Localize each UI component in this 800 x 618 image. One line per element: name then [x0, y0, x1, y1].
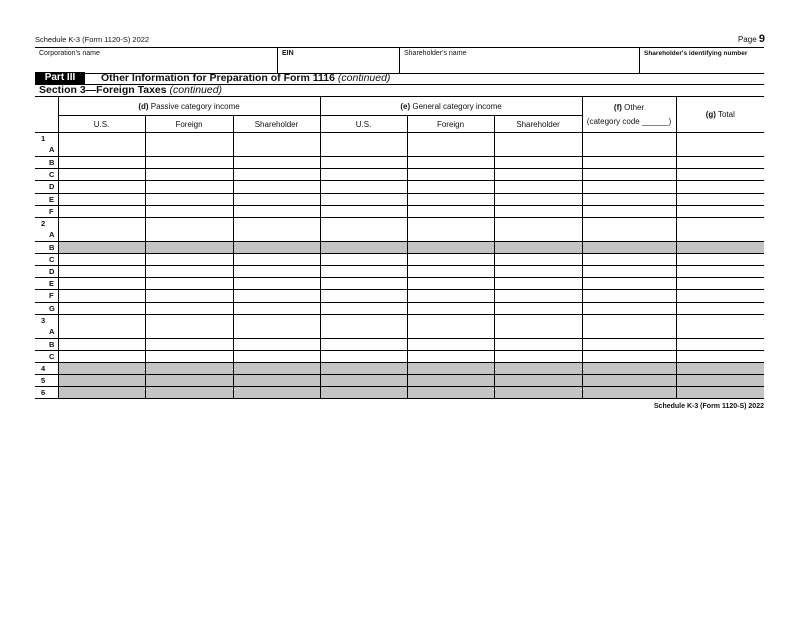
amount-cell[interactable]: [676, 205, 764, 217]
amount-cell[interactable]: [676, 193, 764, 205]
amount-cell: [233, 363, 320, 375]
line-label: [35, 302, 58, 314]
amount-cell: [233, 387, 320, 399]
amount-cell: [494, 363, 582, 375]
line-number: 3: [41, 315, 46, 325]
amount-cell[interactable]: [58, 351, 145, 363]
line-sub: C: [49, 352, 55, 362]
amount-cell[interactable]: [320, 133, 407, 157]
amount-cell[interactable]: [145, 133, 233, 157]
line-number: 1: [41, 134, 46, 143]
amount-cell[interactable]: [58, 278, 145, 290]
amount-cell[interactable]: [582, 205, 676, 217]
amount-cell[interactable]: [145, 302, 233, 314]
line-label: [35, 169, 58, 181]
table-row: [35, 290, 764, 302]
line-label: [35, 254, 58, 266]
table-row: [35, 133, 764, 157]
part-label: Part III: [35, 72, 85, 84]
amount-cell[interactable]: [233, 217, 320, 241]
page-label: Page: [737, 35, 757, 44]
subcol-header: Foreign: [145, 116, 233, 133]
amount-cell[interactable]: [145, 314, 233, 338]
amount-cell[interactable]: [407, 338, 494, 350]
amount-cell: [676, 242, 764, 254]
amount-cell: [320, 242, 407, 254]
table-row: [35, 157, 764, 169]
amount-cell[interactable]: [407, 157, 494, 169]
amount-cell[interactable]: [145, 266, 233, 278]
line-sub: A: [49, 145, 55, 154]
amount-cell: [676, 375, 764, 387]
line-sub: G: [49, 303, 55, 313]
amount-cell[interactable]: [320, 193, 407, 205]
amount-cell: [145, 363, 233, 375]
table-row: [35, 351, 764, 363]
amount-cell[interactable]: [145, 254, 233, 266]
amount-cell[interactable]: [58, 314, 145, 338]
col-g-header: (g) Total: [676, 97, 764, 133]
subcol-header: U.S.: [320, 116, 407, 133]
amount-cell[interactable]: [145, 278, 233, 290]
amount-cell[interactable]: [145, 290, 233, 302]
line-number: 4: [41, 364, 46, 374]
amount-cell[interactable]: [582, 181, 676, 193]
line-sub: C: [49, 255, 55, 265]
amount-cell[interactable]: [407, 205, 494, 217]
table-row: [35, 314, 764, 338]
amount-cell: [233, 375, 320, 387]
amount-cell[interactable]: [320, 217, 407, 241]
line-label: [35, 181, 58, 193]
amount-cell[interactable]: [320, 169, 407, 181]
line-sub: A: [49, 229, 55, 239]
line-sub: C: [49, 170, 55, 180]
amount-cell[interactable]: [676, 254, 764, 266]
amount-cell[interactable]: [582, 193, 676, 205]
amount-cell[interactable]: [494, 351, 582, 363]
shareholder-name-field[interactable]: Shareholder's name: [400, 48, 640, 73]
amount-cell[interactable]: [407, 169, 494, 181]
amount-cell[interactable]: [582, 278, 676, 290]
subcol-header: Shareholder: [494, 116, 582, 133]
amount-cell[interactable]: [320, 266, 407, 278]
amount-cell: [145, 387, 233, 399]
amount-cell: [58, 375, 145, 387]
table-row: [35, 254, 764, 266]
amount-cell[interactable]: [407, 254, 494, 266]
line-header: [35, 97, 58, 133]
amount-cell[interactable]: [676, 290, 764, 302]
amount-cell[interactable]: [582, 217, 676, 241]
amount-cell: [233, 242, 320, 254]
amount-cell[interactable]: [494, 157, 582, 169]
subcol-header: Foreign: [407, 116, 494, 133]
amount-cell[interactable]: [494, 314, 582, 338]
amount-cell: [320, 375, 407, 387]
line-sub: D: [49, 182, 55, 192]
line-sub: B: [49, 339, 55, 349]
table-row: [35, 375, 764, 387]
amount-cell[interactable]: [233, 169, 320, 181]
amount-cell[interactable]: [494, 193, 582, 205]
amount-cell[interactable]: [676, 314, 764, 338]
amount-cell[interactable]: [582, 169, 676, 181]
amount-cell[interactable]: [233, 181, 320, 193]
amount-cell: [582, 387, 676, 399]
subcol-header: U.S.: [58, 116, 145, 133]
amount-cell: [58, 242, 145, 254]
line-sub: F: [49, 206, 54, 216]
amount-cell[interactable]: [320, 205, 407, 217]
line-label: [35, 242, 58, 254]
table-row: [35, 193, 764, 205]
amount-cell[interactable]: [233, 254, 320, 266]
amount-cell: [407, 363, 494, 375]
amount-cell[interactable]: [58, 217, 145, 241]
amount-cell: [407, 387, 494, 399]
amount-cell[interactable]: [233, 290, 320, 302]
corporation-name-field[interactable]: Corporation's name: [35, 48, 278, 73]
line-label: [35, 266, 58, 278]
page-number: [738, 33, 765, 45]
amount-cell[interactable]: [233, 133, 320, 157]
amount-cell[interactable]: [320, 351, 407, 363]
ein-field[interactable]: EIN: [278, 48, 400, 73]
foreign-taxes-table: [35, 96, 764, 399]
line-sub: E: [49, 194, 55, 204]
amount-cell[interactable]: [494, 133, 582, 157]
amount-cell[interactable]: [582, 351, 676, 363]
footer: Schedule K-3 (Form 1120-S) 2022: [653, 403, 764, 410]
line-label: [35, 217, 58, 241]
table-row: [35, 217, 764, 241]
amount-cell[interactable]: [407, 302, 494, 314]
line-sub: E: [49, 279, 55, 289]
amount-cell[interactable]: [582, 338, 676, 350]
amount-cell[interactable]: [233, 157, 320, 169]
subcol-header: Shareholder: [233, 116, 320, 133]
amount-cell[interactable]: [407, 181, 494, 193]
table-row: [35, 266, 764, 278]
amount-cell[interactable]: [145, 205, 233, 217]
part-title: Other Information for Preparation of Form 1116 (continued): [101, 72, 391, 84]
table-row: [35, 242, 764, 254]
amount-cell: [494, 387, 582, 399]
amount-cell: [407, 375, 494, 387]
amount-cell[interactable]: [582, 290, 676, 302]
amount-cell[interactable]: [676, 181, 764, 193]
amount-cell: [58, 387, 145, 399]
amount-cell[interactable]: [494, 181, 582, 193]
amount-cell[interactable]: [676, 266, 764, 278]
amount-cell[interactable]: [494, 338, 582, 350]
col-f-header: (f) Other (category code ______): [582, 97, 676, 133]
amount-cell[interactable]: [145, 157, 233, 169]
line-label: [35, 351, 58, 363]
amount-cell: [58, 363, 145, 375]
line-sub: B: [49, 158, 55, 168]
amount-cell[interactable]: [145, 193, 233, 205]
line-label: [35, 314, 58, 338]
amount-cell[interactable]: [407, 133, 494, 157]
table-row: [35, 387, 764, 399]
amount-cell[interactable]: [320, 290, 407, 302]
amount-cell[interactable]: [494, 254, 582, 266]
line-label: [35, 157, 58, 169]
amount-cell: [320, 387, 407, 399]
section-title: Section 3—Foreign Taxes (continued): [39, 84, 223, 96]
line-label: [35, 387, 58, 399]
amount-cell[interactable]: [58, 338, 145, 350]
amount-cell: [494, 375, 582, 387]
amount-cell: [494, 242, 582, 254]
amount-cell[interactable]: [582, 266, 676, 278]
table-row: [35, 278, 764, 290]
amount-cell[interactable]: [233, 205, 320, 217]
amount-cell[interactable]: [58, 157, 145, 169]
amount-cell[interactable]: [58, 266, 145, 278]
amount-cell[interactable]: [582, 254, 676, 266]
line-number: 6: [41, 388, 46, 398]
amount-cell[interactable]: [407, 314, 494, 338]
amount-cell[interactable]: [58, 290, 145, 302]
amount-cell[interactable]: [407, 290, 494, 302]
amount-cell[interactable]: [233, 302, 320, 314]
amount-cell[interactable]: [582, 157, 676, 169]
table-row: [35, 181, 764, 193]
amount-cell[interactable]: [676, 278, 764, 290]
amount-cell[interactable]: [58, 133, 145, 157]
amount-cell[interactable]: [145, 181, 233, 193]
amount-cell[interactable]: [145, 217, 233, 241]
amount-cell[interactable]: [145, 351, 233, 363]
amount-cell[interactable]: [407, 278, 494, 290]
amount-cell: [145, 375, 233, 387]
amount-cell[interactable]: [58, 302, 145, 314]
amount-cell[interactable]: [676, 133, 764, 157]
line-sub: B: [49, 243, 55, 253]
line-sub: A: [49, 326, 55, 336]
amount-cell[interactable]: [320, 254, 407, 266]
table-row: [35, 169, 764, 181]
amount-cell[interactable]: [676, 338, 764, 350]
line-label: [35, 205, 58, 217]
amount-cell[interactable]: [407, 351, 494, 363]
amount-cell[interactable]: [58, 193, 145, 205]
amount-cell[interactable]: [233, 193, 320, 205]
line-label: [35, 375, 58, 387]
col-e-header: (e) General category income: [320, 97, 582, 116]
line-sub: D: [49, 267, 55, 277]
amount-cell[interactable]: [494, 266, 582, 278]
amount-cell[interactable]: [407, 193, 494, 205]
amount-cell[interactable]: [494, 205, 582, 217]
amount-cell[interactable]: [676, 169, 764, 181]
amount-cell[interactable]: [145, 169, 233, 181]
line-label: [35, 363, 58, 375]
line-label: [35, 133, 58, 157]
amount-cell[interactable]: [320, 157, 407, 169]
amount-cell[interactable]: [494, 290, 582, 302]
table-row: [35, 363, 764, 375]
line-sub: F: [49, 291, 54, 301]
shareholder-id-field[interactable]: Shareholder's identifying number: [644, 50, 748, 57]
line-number: 5: [41, 376, 46, 386]
amount-cell: [582, 242, 676, 254]
amount-cell[interactable]: [582, 133, 676, 157]
amount-cell[interactable]: [320, 314, 407, 338]
amount-cell[interactable]: [320, 278, 407, 290]
amount-cell[interactable]: [494, 169, 582, 181]
amount-cell[interactable]: [676, 217, 764, 241]
amount-cell[interactable]: [320, 181, 407, 193]
amount-cell[interactable]: [233, 338, 320, 350]
form-title: Schedule K-3 (Form 1120-S) 2022: [35, 35, 150, 44]
page-number-value: 9: [758, 33, 765, 45]
amount-cell: [407, 242, 494, 254]
amount-cell[interactable]: [58, 254, 145, 266]
amount-cell: [320, 363, 407, 375]
amount-cell[interactable]: [494, 302, 582, 314]
table-row: [35, 205, 764, 217]
amount-cell[interactable]: [58, 169, 145, 181]
amount-cell: [145, 242, 233, 254]
amount-cell[interactable]: [407, 217, 494, 241]
line-label: [35, 338, 58, 350]
amount-cell[interactable]: [233, 266, 320, 278]
amount-cell[interactable]: [494, 278, 582, 290]
amount-cell[interactable]: [233, 278, 320, 290]
line-label: [35, 193, 58, 205]
amount-cell[interactable]: [320, 338, 407, 350]
amount-cell[interactable]: [582, 302, 676, 314]
table-row: [35, 302, 764, 314]
amount-cell[interactable]: [582, 314, 676, 338]
amount-cell[interactable]: [233, 351, 320, 363]
amount-cell: [676, 387, 764, 399]
identification-row: [35, 47, 764, 74]
amount-cell[interactable]: [320, 302, 407, 314]
amount-cell[interactable]: [145, 338, 233, 350]
col-d-header: (d) Passive category income: [58, 97, 320, 116]
amount-cell[interactable]: [494, 217, 582, 241]
part-continued: (continued): [337, 72, 391, 84]
amount-cell[interactable]: [58, 181, 145, 193]
amount-cell[interactable]: [407, 266, 494, 278]
amount-cell: [582, 375, 676, 387]
amount-cell[interactable]: [676, 351, 764, 363]
line-number: 2: [41, 218, 46, 228]
amount-cell: [582, 363, 676, 375]
amount-cell[interactable]: [58, 205, 145, 217]
line-label: [35, 278, 58, 290]
amount-cell: [676, 363, 764, 375]
amount-cell[interactable]: [233, 314, 320, 338]
amount-cell[interactable]: [676, 302, 764, 314]
line-label: [35, 290, 58, 302]
amount-cell[interactable]: [676, 157, 764, 169]
table-row: [35, 338, 764, 350]
